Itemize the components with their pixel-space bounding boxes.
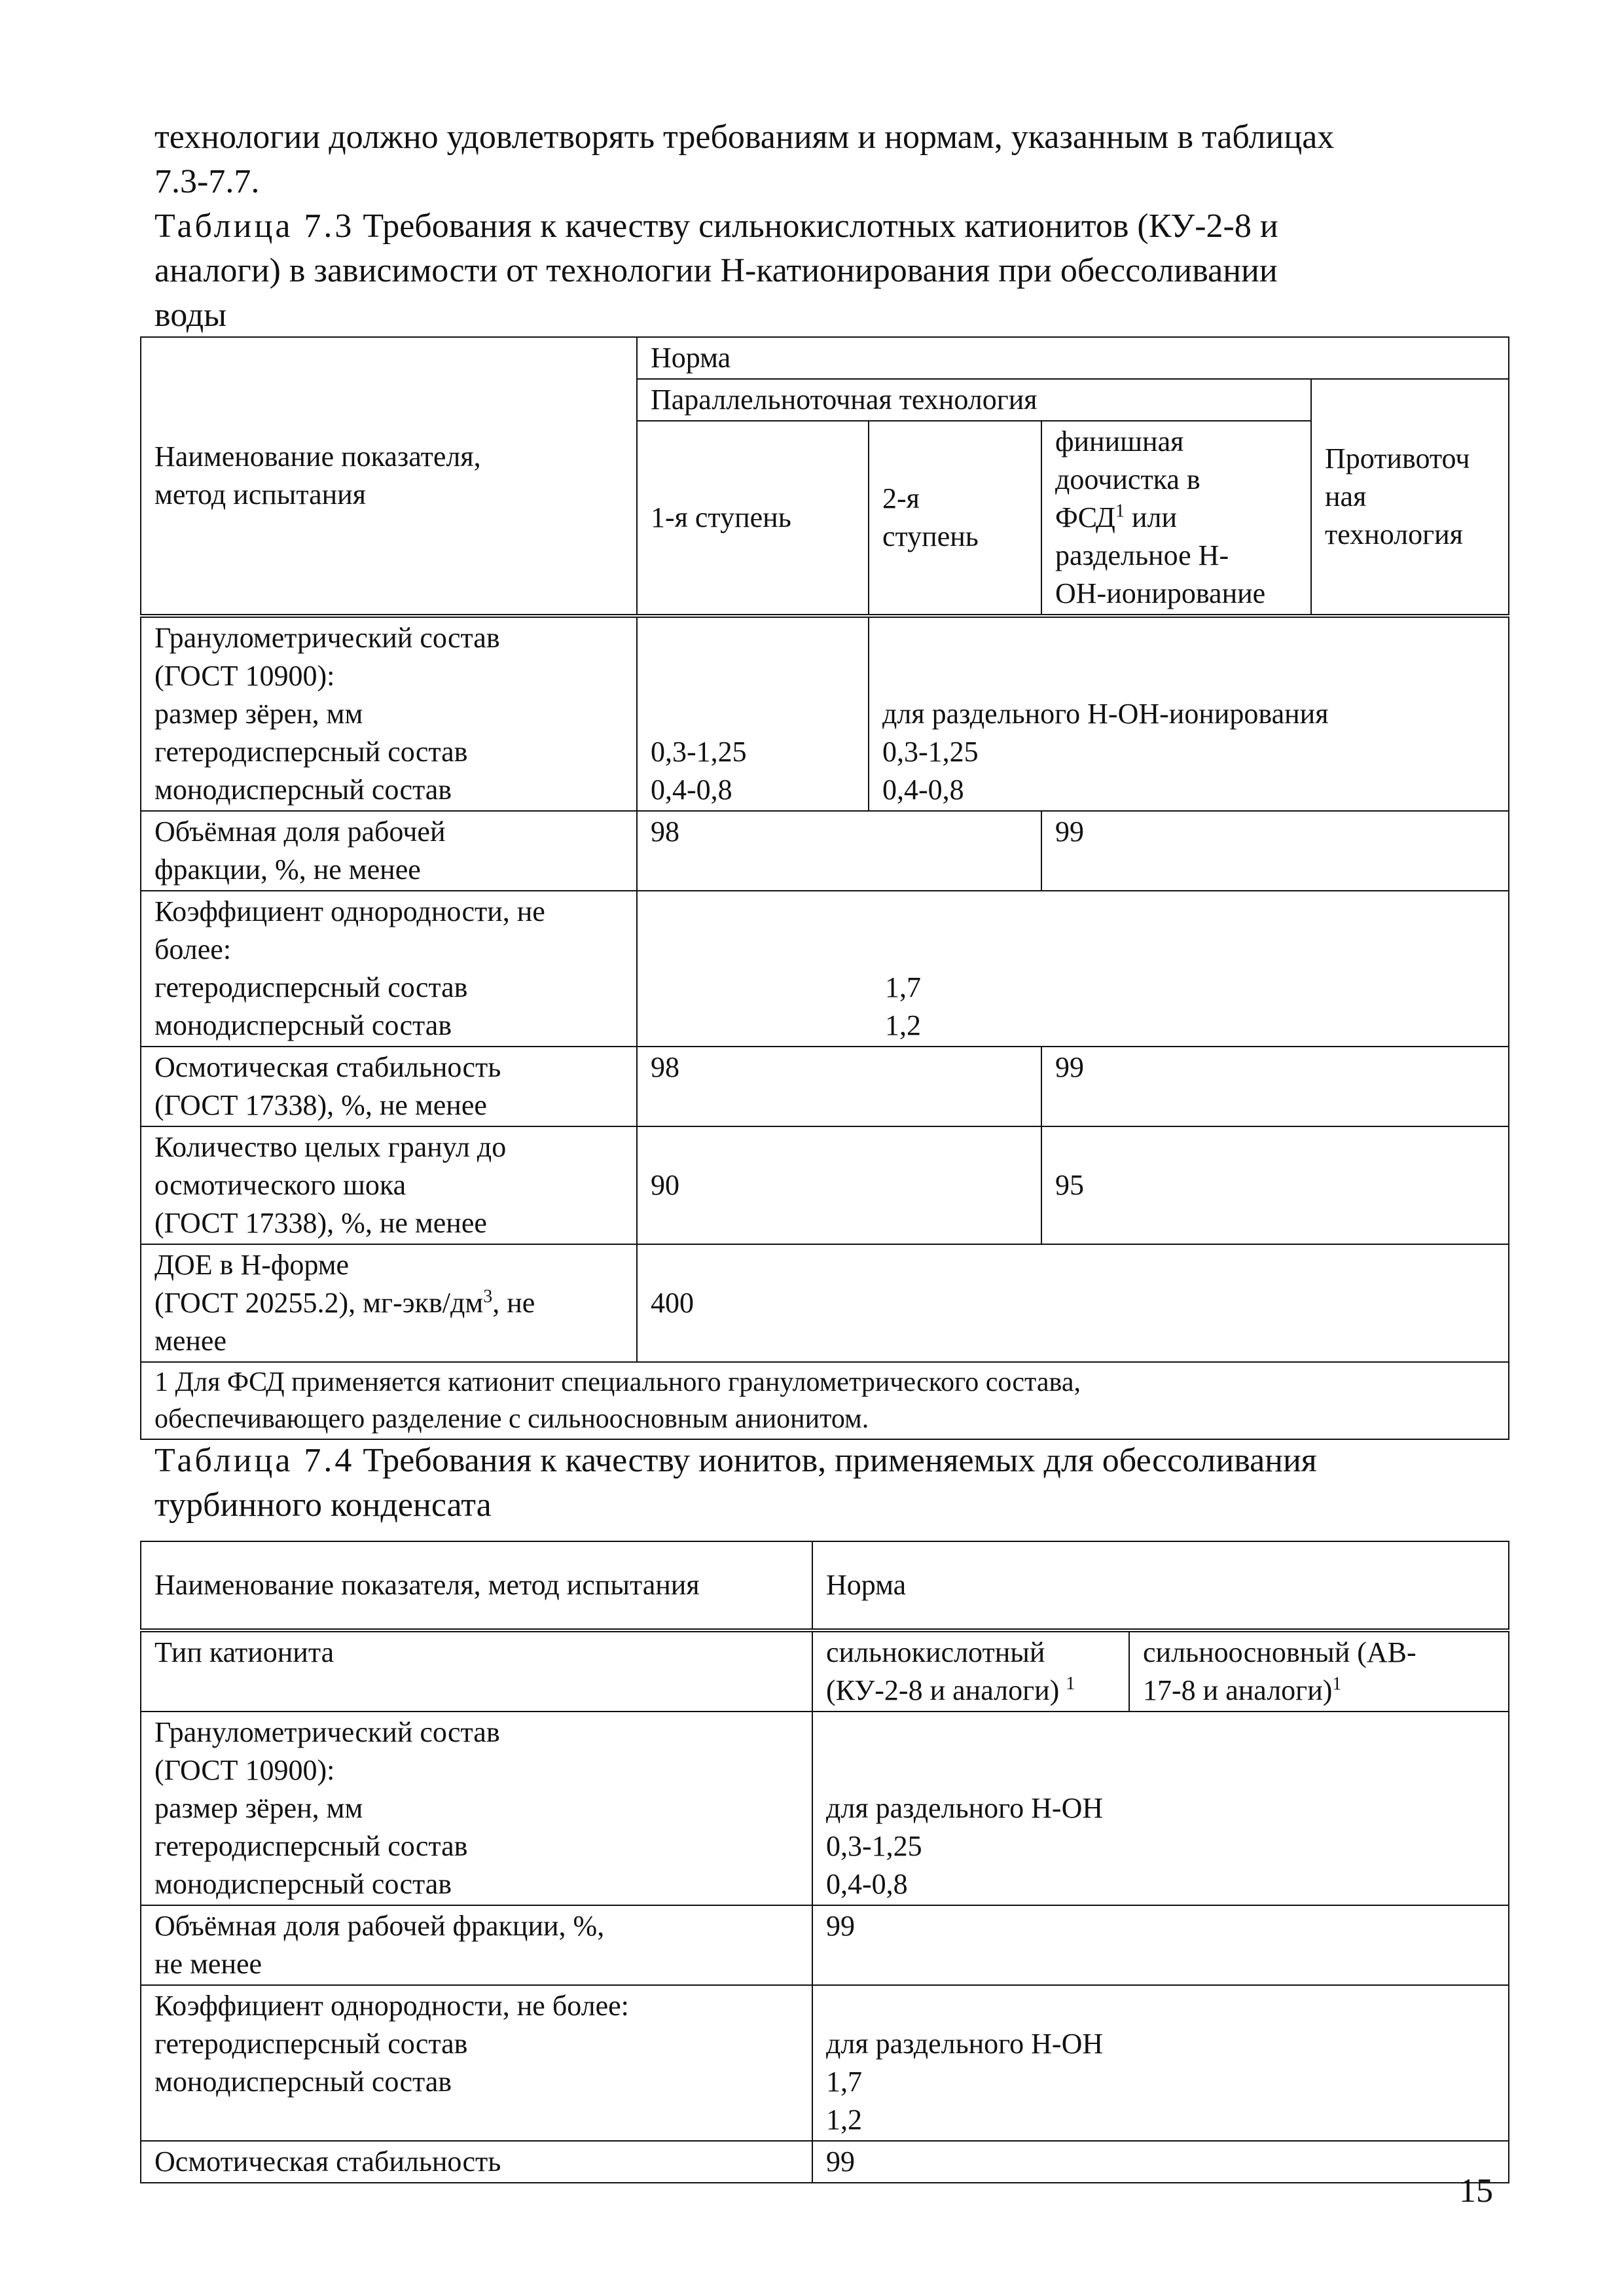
t74-type-label: Тип катионита bbox=[141, 1630, 812, 1712]
table-7-3-title-1: Требования к качеству сильнокислотных катионитов (КУ-2-8 и bbox=[363, 207, 1278, 245]
t73-header-stage-1: 1-я ступень bbox=[637, 421, 869, 616]
t73-row-volume-fraction bbox=[141, 811, 1509, 891]
t74-coef-value: для раздельного Н-ОН 1,7 1,2 bbox=[812, 1985, 1509, 2141]
t74-row-uniformity bbox=[141, 1985, 1509, 2141]
t74-header-name: Наименование показателя, метод испытания bbox=[141, 1541, 812, 1630]
t74-row-osmotic bbox=[141, 2141, 1509, 2183]
t73-row-whole-granules bbox=[141, 1126, 1509, 1244]
t73-row-uniformity bbox=[141, 891, 1509, 1047]
t73-coef-label: Коэффициент однородности, не более: гетеродисперсный состав монодисперсный состав bbox=[141, 891, 637, 1047]
table-7-3-title-2: аналоги) в зависимости от технологии Н-катионирования при обессоливании bbox=[154, 252, 1278, 289]
t73-vol-label: Объёмная доля рабочей фракции, %, не менее bbox=[141, 811, 637, 891]
table-7-3 bbox=[140, 336, 1509, 1440]
t73-doe-label: ДОЕ в Н-форме (ГОСТ 20255.2), $мг-экв/дм^3$, не менее bbox=[141, 1244, 637, 1362]
t73-header-counterflow: Противоточ ная технология bbox=[1311, 379, 1509, 616]
t73-osm-b: 99 bbox=[1041, 1047, 1509, 1126]
t73-header-norma: Норма bbox=[637, 337, 1509, 379]
table-7-3-label: Таблица 7.3 bbox=[154, 207, 355, 245]
t73-row-granulometric bbox=[141, 616, 1509, 811]
table-7-4 bbox=[140, 1541, 1509, 2183]
t73-gran-other: для раздельного Н-ОН-ионирования 0,3-1,25 0,4-0,8 bbox=[869, 616, 1509, 811]
t73-row-doe bbox=[141, 1244, 1509, 1362]
t73-vol-b: 99 bbox=[1041, 811, 1509, 891]
t73-gran-label: Гранулометрический состав (ГОСТ 10900): размер зёрен, мм гетеродисперсный состав монодисперсный состав bbox=[141, 616, 637, 811]
t74-gran-value: для раздельного Н-ОН 0,3-1,25 0,4-0,8 bbox=[812, 1712, 1509, 1905]
t74-row-volume-fraction bbox=[141, 1905, 1509, 1985]
intro-paragraph bbox=[154, 115, 1494, 204]
table-7-4-caption bbox=[154, 1439, 1494, 1528]
table-7-4-label: Таблица 7.4 bbox=[154, 1442, 355, 1479]
t74-vol-value: 99 bbox=[812, 1905, 1509, 1985]
t73-whole-label: Количество целых гранул до осмотического шока (ГОСТ 17338), %, не менее bbox=[141, 1126, 637, 1244]
t73-doe-value: 400 bbox=[637, 1244, 1509, 1362]
table-7-3-caption bbox=[154, 204, 1494, 338]
t73-osm-a: 98 bbox=[637, 1047, 1041, 1126]
intro-line-2: 7.3-7.7. bbox=[154, 163, 260, 200]
t73-gran-stage1: 0,3-1,25 0,4-0,8 bbox=[637, 616, 869, 811]
t74-vol-label: Объёмная доля рабочей фракции, %, не менее bbox=[141, 1905, 812, 1985]
t74-type-cation: сильнокислотный (КУ-2-8 и аналоги) $^1$ bbox=[812, 1630, 1129, 1712]
t73-header-name: Наименование показателя, метод испытания bbox=[141, 337, 637, 616]
page-number: 15 bbox=[1459, 2172, 1493, 2210]
t73-header-stage-2: 2-я ступень bbox=[869, 421, 1041, 616]
t74-osm-value: 99 bbox=[812, 2141, 1509, 2183]
t74-row-granulometric bbox=[141, 1712, 1509, 1905]
t73-vol-a: 98 bbox=[637, 811, 1041, 891]
t74-type-anion: сильноосновный (АВ- 17-8 и аналоги)$^1$ bbox=[1129, 1630, 1509, 1712]
t73-whole-b: 95 bbox=[1041, 1126, 1509, 1244]
table-7-3-title-3: воды bbox=[154, 296, 227, 334]
table-7-4-title-1: Требования к качеству ионитов, применяемых для обессоливания bbox=[363, 1442, 1317, 1479]
t74-header-norma: Норма bbox=[812, 1541, 1509, 1630]
t73-osm-label: Осмотическая стабильность (ГОСТ 17338), %, не менее bbox=[141, 1047, 637, 1126]
intro-line-1: технологии должно удовлетворять требованиям и нормам, указанным в таблицах bbox=[154, 118, 1335, 156]
t74-row-type bbox=[141, 1630, 1509, 1712]
t73-row-osmotic bbox=[141, 1047, 1509, 1126]
t73-coef-values: 1,7 1,2 bbox=[637, 891, 1509, 1047]
t74-gran-label: Гранулометрический состав (ГОСТ 10900): размер зёрен, мм гетеродисперсный состав монодисперсный состав bbox=[141, 1712, 812, 1905]
t73-whole-a: 90 bbox=[637, 1126, 1041, 1244]
t73-row-footnote bbox=[141, 1362, 1509, 1439]
t73-header-parallel: Параллельноточная технология bbox=[637, 379, 1311, 421]
t74-osm-label: Осмотическая стабильность bbox=[141, 2141, 812, 2183]
table-7-4-title-2: турбинного конденсата bbox=[154, 1486, 492, 1524]
t74-coef-label: Коэффициент однородности, не более: гетеродисперсный состав монодисперсный состав bbox=[141, 1985, 812, 2141]
t73-header-final: финишная доочистка в ФСД$^1$ или раздельное Н- ОН-ионирование bbox=[1041, 421, 1311, 616]
t73-footnote: 1 Для ФСД применяется катионит специального гранулометрического состава, обеспечивающего разделение с сильноосновным анионитом. bbox=[141, 1362, 1509, 1439]
